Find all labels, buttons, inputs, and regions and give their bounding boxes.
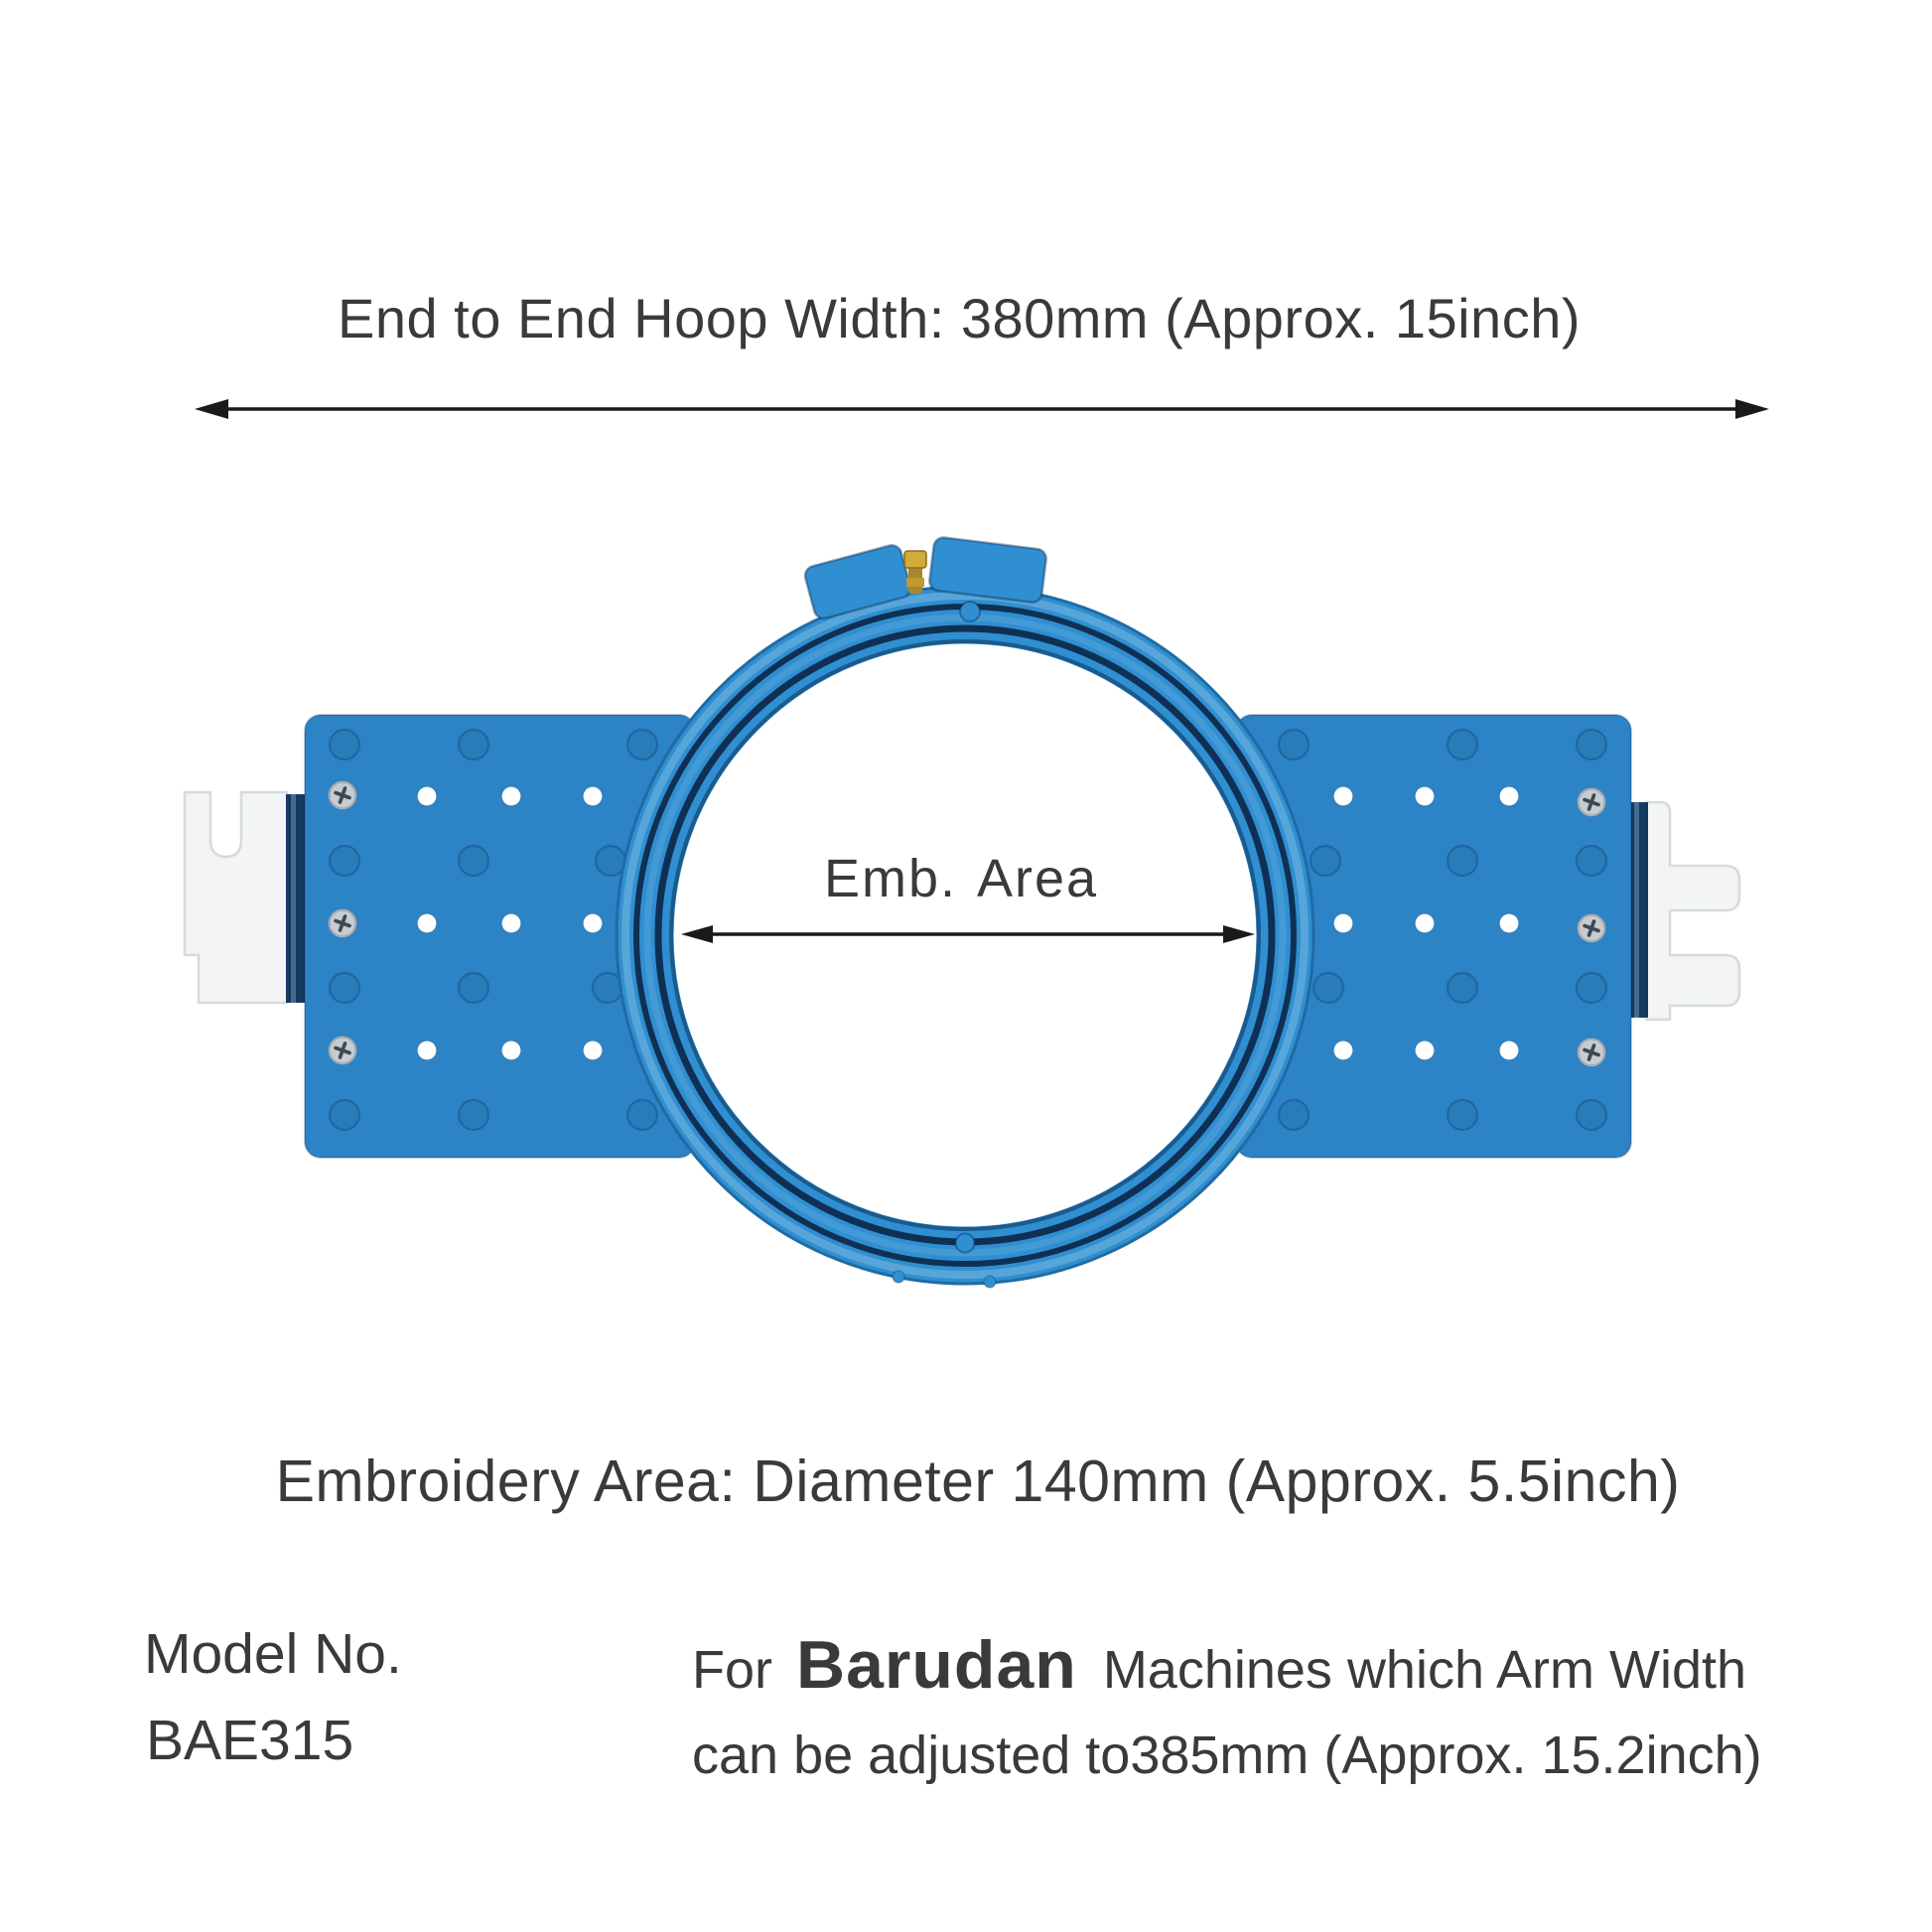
ring-top-bump (960, 602, 980, 621)
dimple (1279, 1100, 1309, 1130)
compatibility-suffix: Machines which Arm Width (1102, 1640, 1747, 1700)
dimple (1577, 846, 1606, 876)
brass-screw-flange (906, 578, 924, 587)
plate-hole (418, 787, 437, 806)
dimple (330, 973, 359, 1003)
screw (330, 1037, 356, 1064)
screw (330, 782, 356, 809)
plate-hole (502, 787, 521, 806)
hoop-width-arrow (195, 399, 1769, 419)
left-bracket (185, 792, 287, 1003)
right-navy-clip-highlight (1634, 802, 1639, 1018)
dimple (1313, 973, 1343, 1003)
dimple (627, 730, 657, 759)
ring-bottom-nub-right (984, 1276, 996, 1288)
dimple (330, 730, 359, 759)
compatibility-block (692, 1627, 1762, 1785)
dimple (1577, 730, 1606, 759)
plate-hole (1416, 1041, 1435, 1060)
plate-hole (1334, 787, 1353, 806)
plate-hole (502, 914, 521, 933)
left-navy-clip-highlight (291, 794, 296, 1003)
dimple (459, 730, 488, 759)
dimple (1577, 973, 1606, 1003)
compatibility-prefix: For (692, 1640, 772, 1700)
right-bracket (1646, 802, 1739, 1020)
dimple (1577, 1100, 1606, 1130)
plate-hole (1416, 787, 1435, 806)
hoop-graphic (185, 536, 1739, 1288)
plate-hole (1500, 787, 1519, 806)
brass-screw-head (904, 551, 926, 568)
plate-hole (1500, 914, 1519, 933)
dimple (459, 846, 488, 876)
compatibility-line1 (692, 1627, 1746, 1703)
dimple (1448, 1100, 1477, 1130)
brand-name: Barudan (796, 1627, 1077, 1703)
dimple (1279, 730, 1309, 759)
screw (1579, 915, 1605, 942)
plate-hole (584, 1041, 603, 1060)
emb-area-label: Emb. Area (823, 849, 1099, 908)
plate-hole (502, 1041, 521, 1060)
dimple (1311, 846, 1340, 876)
dimple (459, 973, 488, 1003)
plate-hole (1334, 914, 1353, 933)
screw (330, 910, 356, 937)
dimple (459, 1100, 488, 1130)
plate-hole (1416, 914, 1435, 933)
arrowhead-right (1735, 399, 1769, 419)
compatibility-line2: can be adjusted to385mm (Approx. 15.2inch) (692, 1725, 1762, 1785)
dimple (1448, 730, 1477, 759)
plate-hole (1334, 1041, 1353, 1060)
model-label: Model No. (144, 1622, 402, 1686)
plate-hole (584, 787, 603, 806)
plate-hole (1500, 1041, 1519, 1060)
ring-bottom-bump (956, 1234, 975, 1253)
ring-bottom-nub-left (893, 1271, 904, 1283)
dimple (330, 1100, 359, 1130)
model-block (144, 1622, 402, 1772)
screw (1579, 1039, 1605, 1066)
dimple (1448, 973, 1477, 1003)
hoop-width-title: End to End Hoop Width: 380mm (Approx. 15inch) (337, 287, 1582, 349)
dimple (627, 1100, 657, 1130)
plate-hole (418, 914, 437, 933)
screw (1579, 789, 1605, 816)
dimple (1448, 846, 1477, 876)
arrowhead-left (195, 399, 228, 419)
embroidery-area-spec: Embroidery Area: Diameter 140mm (Approx. 5.5inch) (275, 1449, 1681, 1514)
plate-hole (418, 1041, 437, 1060)
dimple (330, 846, 359, 876)
plate-hole (584, 914, 603, 933)
model-number: BAE315 (146, 1709, 354, 1772)
